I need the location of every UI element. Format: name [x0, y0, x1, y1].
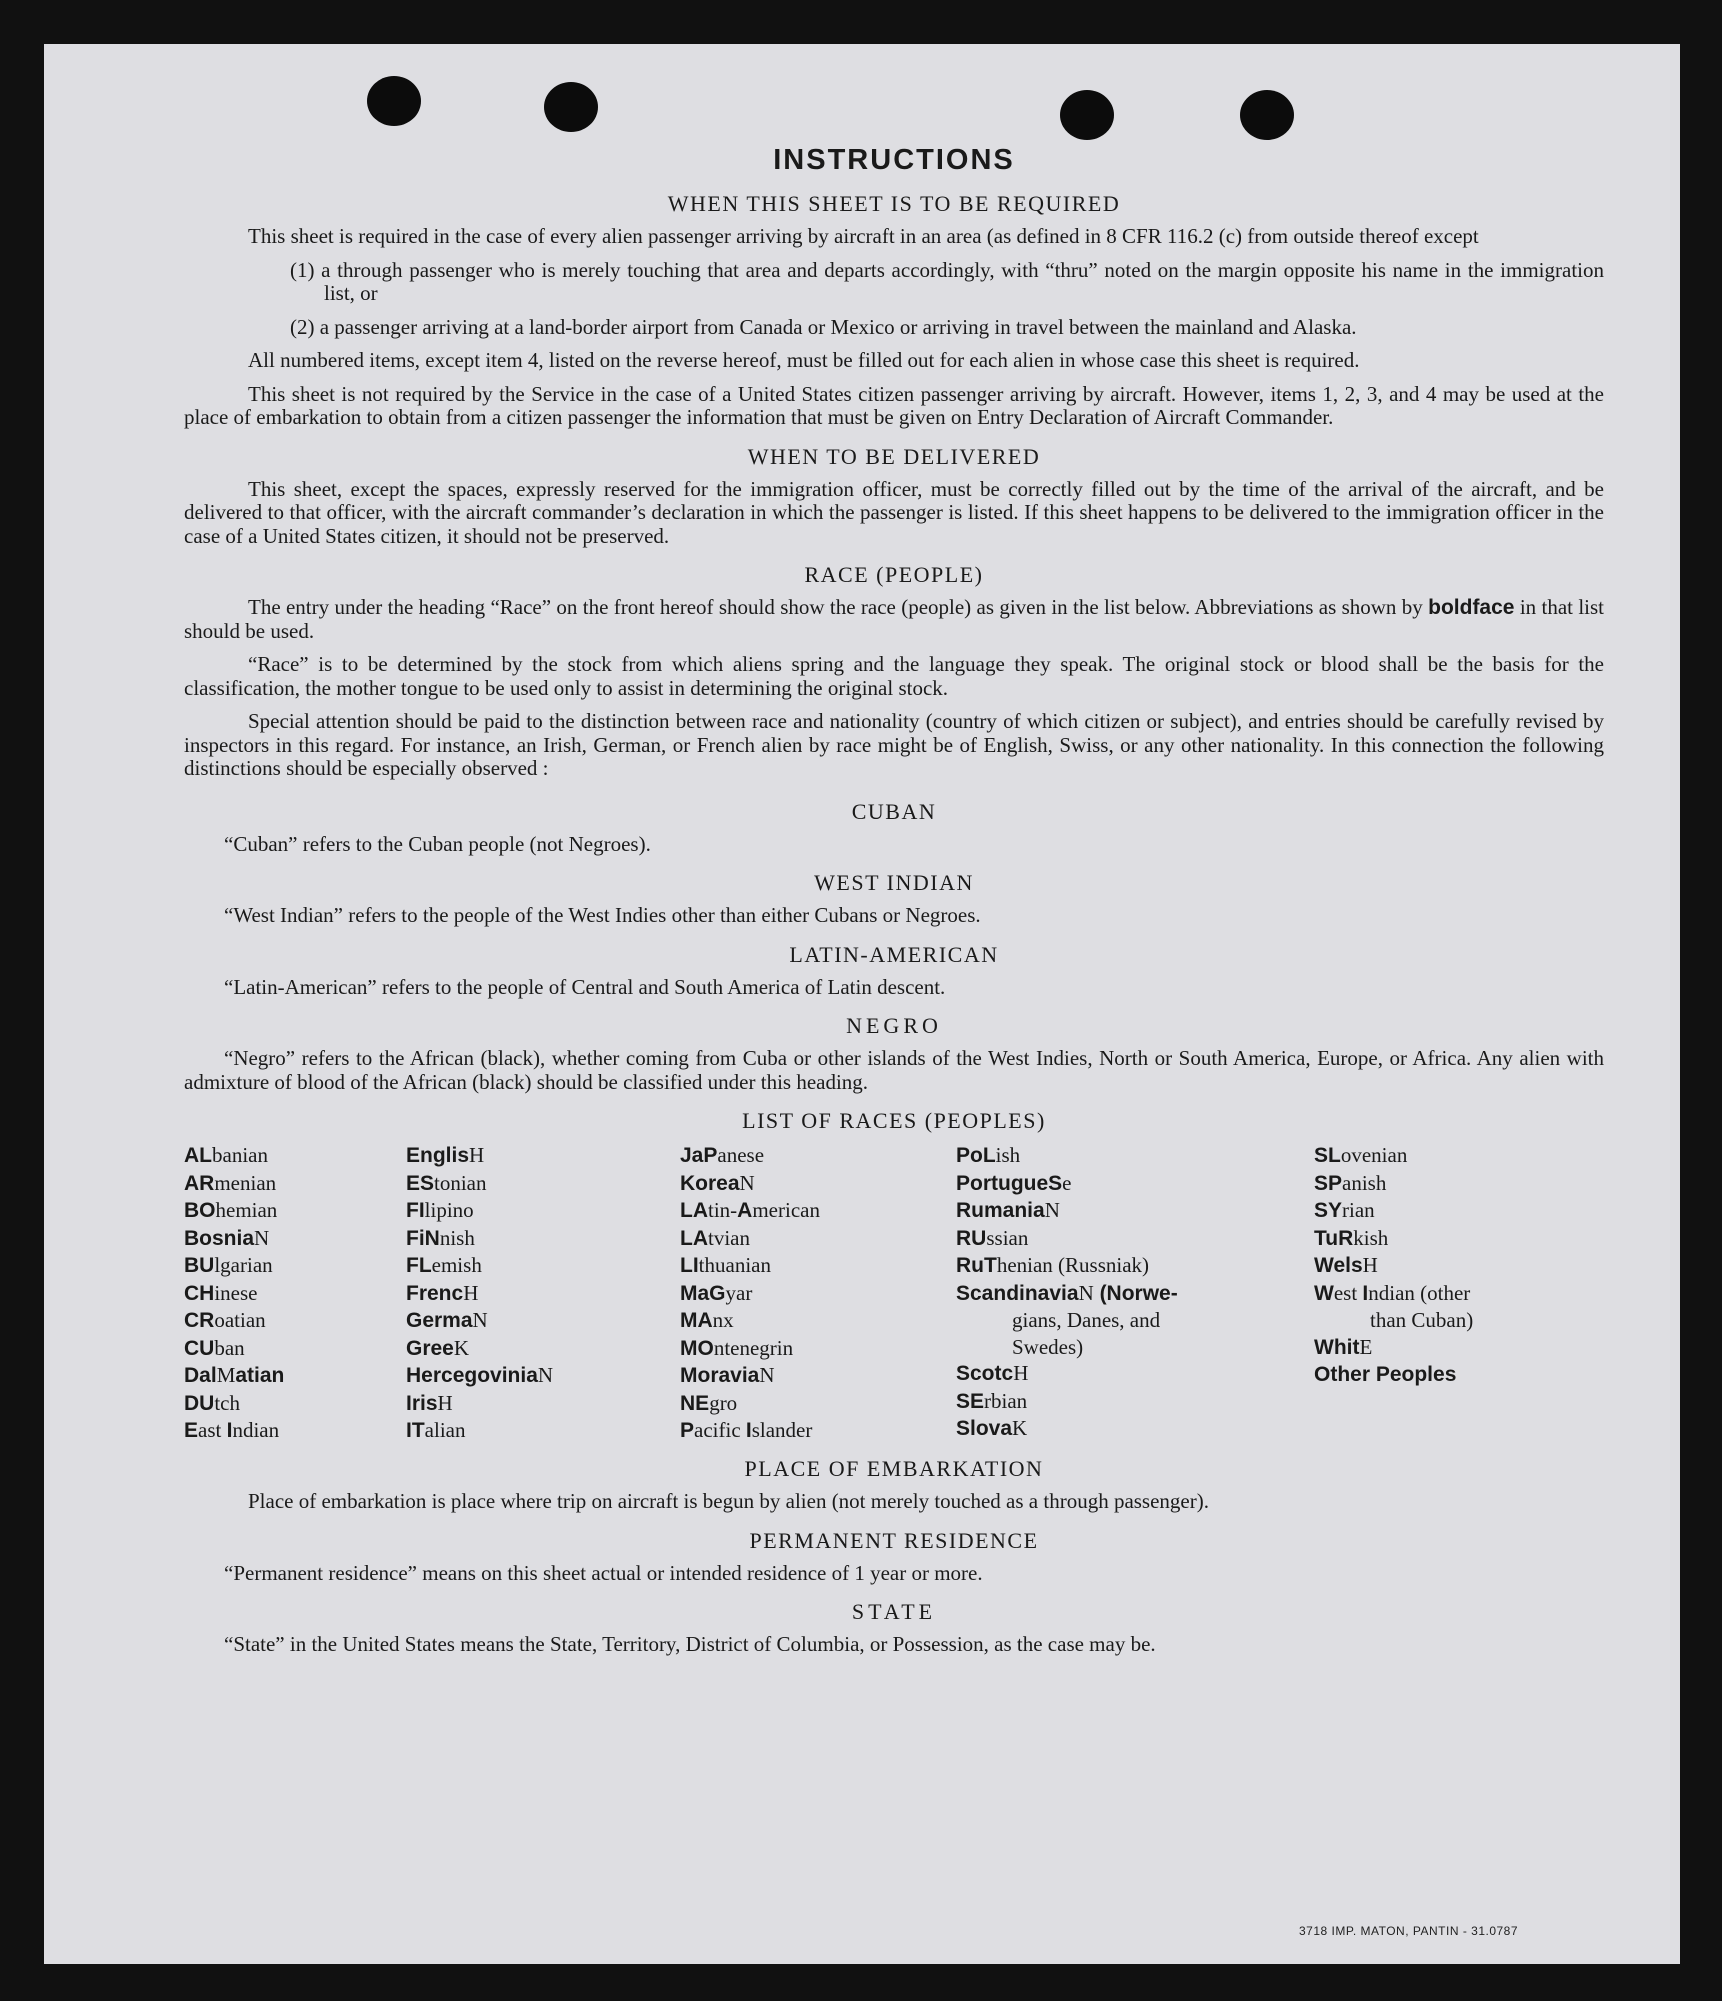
race-entry — [680, 1307, 820, 1335]
section-heading-list-of-races: LIST OF RACES (PEOPLES) — [742, 1108, 1046, 1133]
paragraph — [184, 596, 1604, 643]
race-entry — [406, 1170, 553, 1198]
race-entry — [680, 1362, 820, 1390]
race-entry — [184, 1225, 284, 1253]
text-run: The entry under the heading “Race” on the front hereof should show the race (people) as given in the list below. Abbreviations as shown by — [248, 595, 1429, 619]
race-abbrev: Rumania — [956, 1199, 1045, 1222]
race-entry — [1314, 1280, 1594, 1308]
race-rest: henian (Russniak) — [996, 1253, 1150, 1277]
race-rest: E — [1359, 1334, 1373, 1359]
race-rest: H — [463, 1280, 479, 1305]
race-entry — [680, 1417, 820, 1445]
race-entry — [184, 1252, 284, 1280]
section-heading-race: RACE (PEOPLE) — [804, 562, 984, 587]
race-abbrev: (Norwe- — [1093, 1281, 1178, 1305]
race-rest: N — [472, 1308, 488, 1332]
race-rest: H — [1362, 1253, 1378, 1277]
race-abbrev: LA — [680, 1199, 708, 1222]
text-run-bold: boldface — [1428, 596, 1515, 619]
section-heading-negro: NEGRO — [846, 1013, 942, 1038]
race-rest: tin- — [708, 1198, 738, 1222]
race-abbrev: atian — [235, 1364, 285, 1387]
section-heading-embarkation: PLACE OF EMBARKATION — [744, 1456, 1044, 1481]
paragraph: “State” in the United States means the State, Territory, District of Columbia, or Possession, as the case may be. — [224, 1632, 1156, 1656]
race-rest: menian — [214, 1170, 277, 1195]
race-rest: hemian — [215, 1198, 278, 1222]
page-title: INSTRUCTIONS — [773, 144, 1015, 176]
race-abbrev: I — [745, 1419, 752, 1442]
race-rest: rbian — [984, 1388, 1028, 1413]
race-abbrev: Gree — [406, 1336, 454, 1360]
race-abbrev: Slova — [956, 1417, 1013, 1440]
race-rest: slander — [751, 1418, 813, 1442]
race-abbrev: TuR — [1314, 1226, 1354, 1250]
race-rest: alian — [424, 1418, 466, 1442]
race-entry — [956, 1252, 1236, 1280]
paragraph: All numbered items, except item 4, listed on the reverse hereof, must be filled out for each alien in whose case this sheet is required. — [248, 348, 1360, 372]
section-heading-required: WHEN THIS SHEET IS TO BE REQUIRED — [667, 191, 1121, 216]
race-entry — [406, 1390, 553, 1418]
race-entry — [956, 1360, 1236, 1388]
race-entry — [1314, 1197, 1594, 1225]
race-abbrev: IT — [406, 1419, 425, 1442]
race-entry — [406, 1280, 553, 1308]
race-entry — [956, 1225, 1236, 1253]
paragraph: “Cuban” refers to the Cuban people (not Negroes). — [224, 831, 651, 856]
document-sheet — [44, 44, 1680, 1964]
race-abbrev: BU — [184, 1254, 215, 1277]
race-rest: anish — [1342, 1170, 1387, 1195]
race-abbrev: DU — [184, 1391, 215, 1415]
race-entry — [406, 1225, 553, 1253]
race-abbrev: Whit — [1314, 1335, 1360, 1359]
race-rest: ssian — [986, 1225, 1029, 1250]
race-rest: N — [254, 1225, 270, 1250]
race-entry — [1314, 1170, 1594, 1198]
race-rest: ast — [198, 1418, 227, 1442]
race-abbrev: RuT — [956, 1254, 997, 1277]
paragraph: “Negro” refers to the African (black), whether coming from Cuba or other islands of the West Indies, North or South America, Europe, or Africa. Any alien with admixture of blood of the African (black) should be classified under this heading. — [184, 1046, 1604, 1094]
race-entry — [680, 1252, 820, 1280]
section-heading-west-indian: WEST INDIAN — [814, 870, 974, 895]
race-rest: than Cuban) — [1370, 1308, 1474, 1332]
race-rest: nx — [712, 1308, 734, 1332]
race-abbrev: MA — [680, 1309, 713, 1332]
race-rest: acific — [694, 1418, 746, 1442]
race-entry — [406, 1142, 553, 1170]
race-abbrev: LA — [680, 1226, 708, 1250]
race-rest: H — [1013, 1361, 1029, 1385]
race-rest: N — [537, 1363, 554, 1387]
race-rest: merican — [752, 1198, 820, 1222]
printer-imprint: 3718 IMP. MATON, PANTIN - 31.0787 — [1299, 1924, 1519, 1938]
race-rest: K — [453, 1335, 470, 1360]
race-abbrev: Moravia — [680, 1364, 760, 1387]
race-entry — [956, 1197, 1236, 1225]
race-entry — [184, 1390, 284, 1418]
race-entry — [184, 1197, 284, 1225]
race-abbrev: JaP — [680, 1144, 718, 1167]
races-table — [184, 1142, 1604, 1442]
races-column-4 — [956, 1142, 1236, 1443]
race-rest: N — [739, 1170, 755, 1195]
race-abbrev: Other Peoples — [1314, 1363, 1457, 1386]
section-heading-state: STATE — [851, 1599, 937, 1624]
race-abbrev: Germa — [406, 1309, 473, 1332]
race-rest: ish — [995, 1143, 1021, 1167]
race-abbrev: SE — [956, 1389, 985, 1413]
race-abbrev: MO — [680, 1336, 714, 1360]
race-abbrev: ES — [406, 1171, 435, 1195]
race-abbrev: MaG — [680, 1281, 726, 1305]
race-abbrev: Korea — [680, 1171, 740, 1195]
paragraph: This sheet, except the spaces, expressly reserved for the immigration officer, must be correctly filled out by the time of the arrival of the aircraft, and be delivered to that officer, with the aircraft commander’s declaration in which the passenger is listed. If this sheet happens to be delivered to the immigration officer in the case of a United States citizen, it should not be preserved. — [184, 476, 1604, 548]
race-abbrev: AR — [184, 1171, 215, 1195]
race-entry — [1314, 1252, 1594, 1280]
race-entry — [956, 1280, 1236, 1308]
race-entry — [680, 1197, 820, 1225]
race-rest: N — [759, 1363, 775, 1387]
race-abbrev: SL — [1314, 1144, 1341, 1167]
paragraph: Place of embarkation is place where trip on aircraft is begun by alien (not merely touched as a through passenger). — [248, 1489, 1209, 1513]
race-entry — [680, 1225, 820, 1253]
race-abbrev: AL — [184, 1144, 212, 1167]
race-rest: inese — [214, 1280, 258, 1305]
race-entry — [184, 1307, 284, 1335]
race-entry — [956, 1415, 1236, 1443]
race-entry — [1314, 1142, 1594, 1170]
section-heading-delivered: WHEN TO BE DELIVERED — [747, 443, 1041, 469]
race-abbrev: A — [737, 1199, 753, 1222]
race-rest: banian — [212, 1143, 268, 1167]
race-rest: Swedes) — [1012, 1334, 1084, 1359]
race-entry — [1314, 1361, 1594, 1389]
section-heading-cuban: CUBAN — [851, 798, 937, 824]
race-entry — [956, 1388, 1236, 1416]
race-entry — [406, 1417, 553, 1445]
race-entry — [956, 1142, 1236, 1170]
race-abbrev: Dal — [184, 1364, 217, 1387]
race-rest: gians, Danes, and — [1012, 1308, 1161, 1332]
race-rest: nish — [439, 1225, 475, 1250]
paragraph: This sheet is required in the case of every alien passenger arriving by aircraft in an area (as defined in 8 CFR 116.2 (c) from outside thereof except — [248, 224, 1479, 248]
race-rest: est — [1333, 1280, 1363, 1305]
race-abbrev: FiN — [406, 1226, 440, 1250]
race-abbrev: Hercegovinia — [406, 1364, 538, 1387]
text-run: in that list should be used. — [184, 595, 1605, 643]
race-entry — [406, 1252, 553, 1280]
race-abbrev: NE — [680, 1391, 710, 1415]
race-abbrev: Scandinavia — [956, 1281, 1079, 1305]
race-rest: M — [216, 1363, 236, 1387]
race-rest: H — [469, 1143, 485, 1167]
race-abbrev: PoL — [956, 1144, 996, 1167]
list-item-2: (2) a passenger arriving at a land-border airport from Canada or Mexico or arriving in travel between the mainland and Alaska. — [290, 314, 1357, 339]
race-entry — [680, 1335, 820, 1363]
race-abbrev: Iris — [406, 1391, 438, 1415]
races-column-2 — [406, 1142, 553, 1445]
race-entry — [406, 1307, 553, 1335]
list-item-1: (1) a through passenger who is merely touching that area and departs accordingly, with “thru” noted on the margin opposite his name in the immigration list, or — [290, 257, 1604, 305]
race-entry — [680, 1170, 820, 1198]
races-column-1 — [184, 1142, 284, 1445]
races-column-3 — [680, 1142, 820, 1445]
race-rest: gro — [709, 1390, 738, 1415]
race-rest: lgarian — [214, 1253, 273, 1277]
race-rest: ndian — [232, 1418, 280, 1442]
paragraph: This sheet is not required by the Service in the case of a United States citizen passenger arriving by aircraft. However, items 1, 2, 3, and 4 may be used at the place of embarkation to obtain from a citizen passenger the information that must be given on Entry Declaration of Aircraft Commander. — [184, 381, 1604, 429]
race-rest: K — [1012, 1416, 1028, 1440]
paragraph: “West Indian” refers to the people of the West Indies other than either Cubans or Negroes. — [224, 903, 981, 927]
race-entry — [680, 1390, 820, 1418]
section-heading-latin-american: LATIN-AMERICAN — [789, 941, 999, 967]
race-entry — [184, 1335, 284, 1363]
race-entry — [1314, 1307, 1594, 1334]
race-abbrev: P — [680, 1419, 695, 1442]
race-entry — [1314, 1225, 1594, 1253]
race-abbrev: Englis — [406, 1144, 470, 1167]
race-entry — [184, 1280, 284, 1308]
race-entry — [406, 1335, 553, 1363]
race-abbrev: SY — [1314, 1199, 1343, 1222]
race-rest: e — [1062, 1170, 1072, 1195]
paragraph: Special attention should be paid to the distinction between race and nationality (country of which citizen or subject), and entries should be carefully revised by inspectors in this regard. For instance, an Irish, German, or French alien by race might be of English, Swiss, or any other nationality. In this connection the following distinctions should be especially observed : — [184, 709, 1604, 780]
race-rest: rian — [1342, 1198, 1375, 1222]
race-entry — [406, 1362, 553, 1390]
race-rest: ban — [214, 1335, 245, 1360]
race-rest: lipino — [424, 1198, 474, 1222]
paragraph: “Race” is to be determined by the stock from which aliens spring and the language they speak. The original stock or blood shall be the basis for the classification, the mother tongue to be used only to assist in determining the original stock. — [184, 652, 1604, 700]
race-abbrev: W — [1314, 1281, 1334, 1305]
section-heading-residence: PERMANENT RESIDENCE — [749, 1527, 1039, 1553]
race-rest: ntenegrin — [713, 1335, 794, 1360]
race-abbrev: CR — [184, 1309, 215, 1332]
race-rest: kish — [1353, 1225, 1389, 1250]
race-rest: oatian — [214, 1308, 266, 1332]
punch-hole — [544, 82, 598, 132]
race-abbrev: Wels — [1314, 1254, 1363, 1277]
races-column-5 — [1314, 1142, 1594, 1389]
race-abbrev: CU — [184, 1336, 215, 1360]
race-rest: ndian (other — [1368, 1280, 1471, 1305]
race-entry — [184, 1142, 284, 1170]
paragraph: “Latin-American” refers to the people of Central and South America of Latin descent. — [224, 974, 946, 999]
race-rest: tonian — [434, 1170, 487, 1195]
race-entry — [956, 1170, 1236, 1198]
race-abbrev: Frenc — [406, 1281, 464, 1305]
race-abbrev: E — [184, 1419, 199, 1442]
race-abbrev: I — [226, 1419, 233, 1442]
instructions-body — [184, 144, 1604, 1667]
punch-hole — [367, 76, 421, 126]
race-rest: H — [437, 1390, 453, 1415]
race-entry — [956, 1307, 1236, 1334]
race-abbrev: SP — [1314, 1171, 1343, 1195]
race-entry — [956, 1334, 1236, 1361]
race-abbrev: PortugueS — [956, 1171, 1063, 1195]
race-abbrev: BO — [184, 1199, 216, 1222]
race-entry — [406, 1197, 553, 1225]
race-rest: thuanian — [698, 1253, 771, 1277]
punch-hole — [1240, 90, 1294, 140]
paragraph: “Permanent residence” means on this sheet actual or intended residence of 1 year or more. — [224, 1560, 983, 1585]
race-abbrev: RU — [956, 1226, 987, 1250]
race-rest: ovenian — [1340, 1143, 1408, 1167]
race-rest: tvian — [708, 1225, 750, 1250]
race-entry — [1314, 1334, 1594, 1362]
race-abbrev: LI — [680, 1254, 699, 1277]
race-rest: emish — [431, 1253, 482, 1277]
race-entry — [184, 1362, 284, 1390]
race-abbrev: CH — [184, 1281, 215, 1305]
race-entry — [680, 1280, 820, 1308]
race-abbrev: FL — [406, 1254, 432, 1277]
race-rest: yar — [725, 1280, 753, 1305]
race-abbrev: Scotc — [956, 1362, 1014, 1385]
race-rest: N — [1078, 1280, 1094, 1305]
race-entry — [184, 1417, 284, 1445]
race-entry — [184, 1170, 284, 1198]
punch-hole — [1060, 90, 1114, 140]
race-abbrev: Bosnia — [184, 1226, 255, 1250]
race-rest: anese — [717, 1143, 765, 1167]
race-rest: N — [1044, 1198, 1060, 1222]
race-entry — [680, 1142, 820, 1170]
race-abbrev: I — [1362, 1281, 1369, 1305]
race-rest: tch — [214, 1390, 240, 1415]
race-abbrev: FI — [406, 1199, 425, 1222]
